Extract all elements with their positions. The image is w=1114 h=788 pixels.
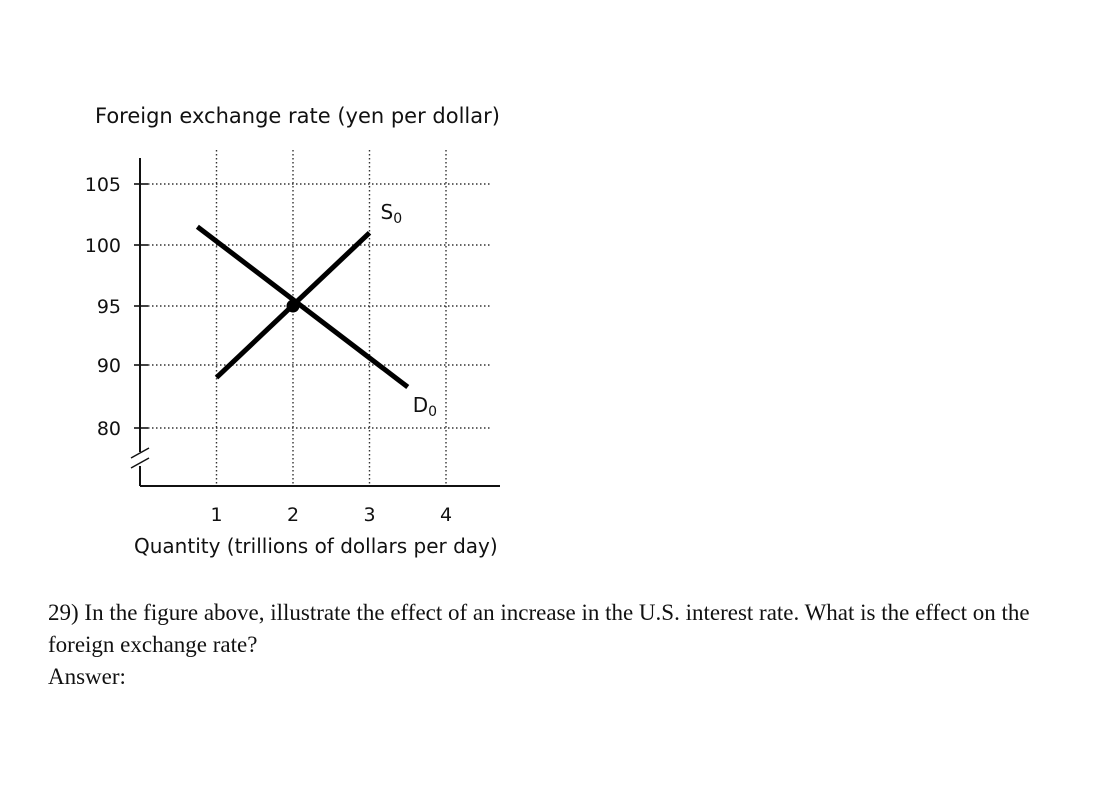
x-tick-label: 4	[439, 504, 453, 526]
y-tick-label: 95	[96, 296, 121, 318]
x-tick-label: 1	[210, 504, 223, 526]
x-tick-label: 2	[286, 504, 300, 526]
x-tick-label: 3	[363, 504, 376, 526]
curve-label-subscript: 0	[393, 210, 403, 227]
y-axis-title: Foreign exchange rate (yen per dollar)	[95, 104, 500, 128]
y-tick-label: 90	[96, 355, 121, 377]
y-tick-label: 100	[84, 235, 121, 257]
y-tick-label: 80	[96, 418, 121, 440]
y-tick-label: 105	[84, 174, 121, 196]
question-block	[48, 597, 1098, 693]
supply-label: $S_0$	[380, 199, 403, 227]
chart-axes	[131, 158, 500, 486]
equilibrium-point	[287, 300, 300, 313]
answer-label: Answer:	[48, 664, 126, 689]
x-axis-title: Quantity (trillions of dollars per day)	[134, 534, 498, 558]
chart-series	[197, 200, 437, 420]
question-text: 29) In the figure above, illustrate the effect of an increase in the U.S. interest rate. What is the effect on the foreign exchange rate?	[48, 600, 1030, 657]
curve-label-subscript: 0	[428, 404, 438, 421]
demand-label: $D_0$	[412, 393, 438, 421]
